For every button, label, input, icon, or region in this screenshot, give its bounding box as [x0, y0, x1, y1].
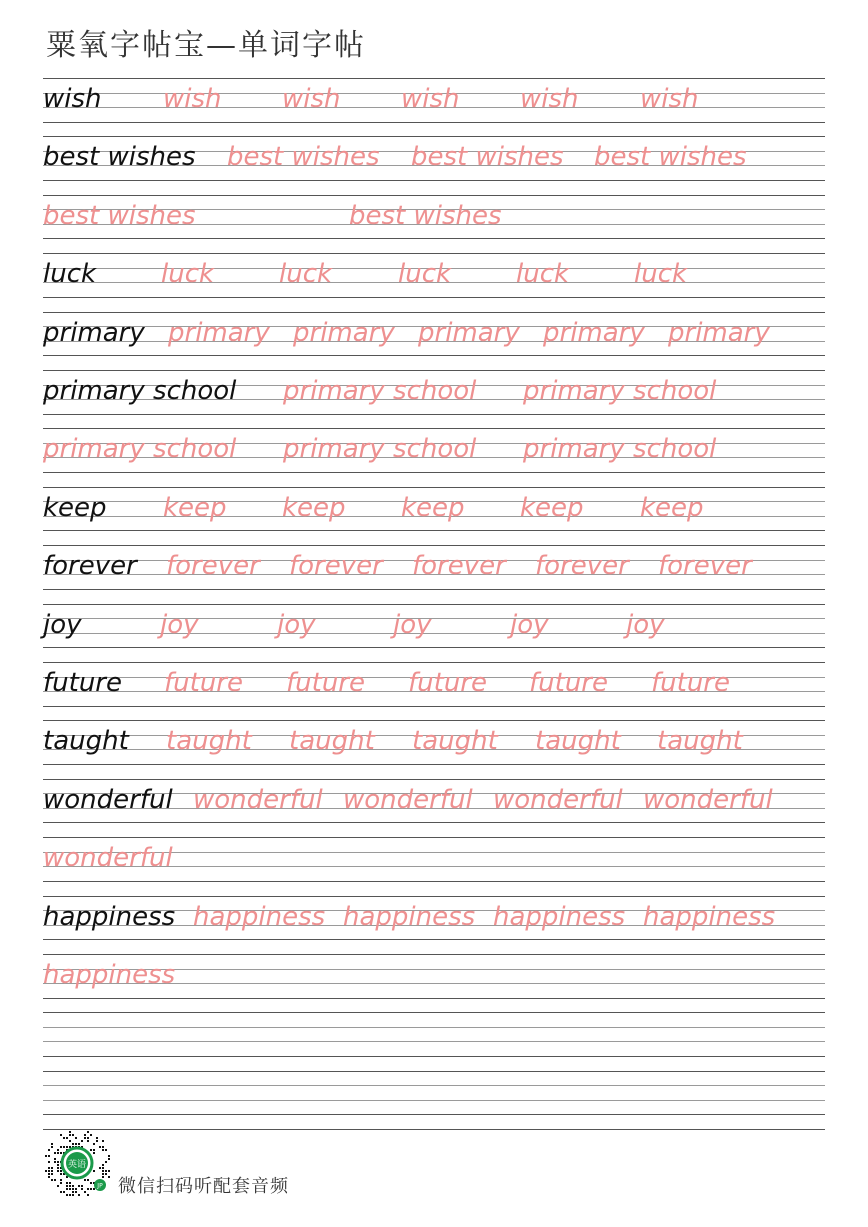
qr-dot	[51, 1173, 53, 1175]
trace-word: primary school	[43, 434, 237, 465]
model-word: joy	[43, 609, 82, 640]
trace-word: future	[651, 668, 730, 698]
trace-word: wish	[640, 84, 699, 114]
ruled-line	[43, 1114, 825, 1115]
qr-dot	[87, 1140, 89, 1142]
trace-word: future	[529, 668, 608, 698]
qr-dot	[48, 1170, 50, 1172]
trace-word: taught	[166, 726, 252, 757]
trace-word: joy	[160, 609, 199, 640]
ruled-line	[43, 604, 825, 605]
qr-dot	[57, 1149, 59, 1151]
qr-dot	[87, 1188, 89, 1190]
qr-dot	[93, 1170, 95, 1172]
trace-word: primary	[668, 317, 770, 348]
qr-dot	[93, 1188, 95, 1190]
qr-dot	[66, 1146, 68, 1148]
trace-word: joy	[393, 609, 432, 640]
model-word: best wishes	[43, 142, 196, 173]
trace-word: future	[164, 668, 243, 698]
trace-word: best wishes	[411, 142, 564, 173]
ruled-line	[43, 589, 825, 590]
qr-dot	[45, 1170, 47, 1172]
ruled-line	[43, 1071, 825, 1072]
trace-word: taught	[289, 726, 375, 757]
trace-word: keep	[282, 492, 346, 523]
qr-dot	[57, 1164, 59, 1166]
trace-word: best wishes	[43, 200, 196, 231]
qr-dot	[99, 1167, 101, 1169]
footer-caption: 微信扫码听配套音频	[118, 1176, 289, 1197]
qr-dot	[66, 1185, 68, 1187]
trace-word: wonderful	[193, 784, 323, 815]
ruled-line	[43, 122, 825, 123]
qr-dot	[108, 1176, 110, 1178]
trace-word: luck	[279, 259, 333, 290]
ruled-line	[43, 998, 825, 999]
ruled-line	[43, 545, 825, 546]
qr-dot	[90, 1134, 92, 1136]
ruled-line	[43, 954, 825, 955]
trace-word: luck	[634, 259, 688, 290]
trace-word: joy	[626, 609, 665, 640]
trace-word: luck	[398, 259, 452, 290]
trace-word: future	[408, 668, 487, 698]
qr-dot	[54, 1179, 56, 1181]
qr-dot	[87, 1179, 89, 1181]
ruled-line	[43, 487, 825, 488]
qr-dot	[105, 1173, 107, 1175]
trace-word: taught	[535, 726, 621, 757]
qr-dot	[84, 1179, 86, 1181]
qr-dot	[69, 1194, 71, 1196]
writing-sheet	[43, 0, 825, 1227]
trace-word: wish	[401, 84, 460, 114]
trace-word: luck	[161, 259, 215, 290]
qr-dot	[105, 1161, 107, 1163]
trace-word: happiness	[493, 901, 626, 932]
qr-dot	[69, 1185, 71, 1187]
ruled-line	[43, 881, 825, 882]
trace-word: taught	[412, 726, 498, 757]
trace-word: primary	[418, 317, 520, 348]
ruled-line	[43, 896, 825, 897]
model-word: forever	[43, 551, 137, 582]
qr-dot	[48, 1161, 50, 1163]
ruled-line	[43, 428, 825, 429]
qr-dot	[102, 1149, 104, 1151]
qr-dot	[75, 1188, 77, 1190]
trace-word: primary	[543, 317, 645, 348]
trace-word: happiness	[43, 960, 176, 990]
ruled-line	[43, 1100, 825, 1101]
qr-dot	[75, 1191, 77, 1193]
qr-dot	[51, 1170, 53, 1172]
trace-word: joy	[277, 609, 316, 640]
qr-dot	[84, 1137, 86, 1139]
qr-dot	[69, 1182, 71, 1184]
qr-dot	[78, 1185, 80, 1187]
qr-dot	[72, 1191, 74, 1193]
ruled-line	[43, 706, 825, 707]
trace-word: wish	[163, 84, 222, 114]
trace-word: happiness	[193, 901, 326, 932]
qr-dot	[102, 1173, 104, 1175]
ruled-line	[43, 78, 825, 79]
qr-dot	[45, 1155, 47, 1157]
trace-word: forever	[166, 551, 260, 582]
qr-dot	[60, 1182, 62, 1184]
qr-dot	[60, 1146, 62, 1148]
ruled-line	[43, 530, 825, 531]
model-word: primary	[43, 317, 145, 348]
trace-word: luck	[516, 259, 570, 290]
qr-dot	[54, 1161, 56, 1163]
model-word: happiness	[43, 901, 176, 932]
ruled-line	[43, 472, 825, 473]
trace-word: happiness	[643, 901, 776, 932]
trace-word: taught	[657, 726, 743, 757]
qr-dot	[105, 1149, 107, 1151]
qr-dot	[51, 1143, 53, 1145]
qr-dot	[93, 1143, 95, 1145]
trace-word: primary school	[283, 376, 477, 406]
ruled-line	[43, 1041, 825, 1042]
qr-dot	[72, 1143, 74, 1145]
qr-dot	[90, 1149, 92, 1151]
qr-dot	[87, 1194, 89, 1196]
trace-word: wonderful	[493, 784, 623, 815]
trace-word: happiness	[343, 901, 476, 932]
qr-dot	[57, 1167, 59, 1169]
trace-word: best wishes	[594, 142, 747, 173]
ruled-line	[43, 764, 825, 765]
qr-badge-label: 英语	[67, 1160, 87, 1170]
qr-dot	[102, 1140, 104, 1142]
qr-dot	[72, 1188, 74, 1190]
qr-dot	[72, 1185, 74, 1187]
qr-dot	[60, 1152, 62, 1154]
ruled-line	[43, 1056, 825, 1057]
qr-dot	[102, 1164, 104, 1166]
trace-word: wonderful	[343, 784, 473, 815]
ruled-line	[43, 647, 825, 648]
qr-dot	[78, 1143, 80, 1145]
qr-corner-label: JP	[97, 1182, 103, 1190]
qr-dot	[108, 1158, 110, 1160]
qr-dot	[57, 1170, 59, 1172]
qr-dot	[60, 1173, 62, 1175]
qr-dot	[66, 1194, 68, 1196]
qr-dot	[72, 1134, 74, 1136]
ruled-line	[43, 662, 825, 663]
qr-dot	[54, 1158, 56, 1160]
qr-dot	[69, 1140, 71, 1142]
qr-dot	[84, 1134, 86, 1136]
qr-dot	[48, 1167, 50, 1169]
qr-code[interactable]	[42, 1128, 112, 1198]
qr-dot	[69, 1134, 71, 1136]
qr-dot	[51, 1146, 53, 1148]
trace-word: primary	[293, 317, 395, 348]
qr-dot	[51, 1179, 53, 1181]
qr-dot	[102, 1146, 104, 1148]
ruled-line	[43, 136, 825, 137]
trace-word: wonderful	[43, 843, 173, 874]
model-word: wish	[43, 84, 102, 114]
trace-word: keep	[640, 492, 704, 523]
trace-word: best wishes	[227, 142, 380, 173]
ruled-line	[43, 355, 825, 356]
qr-dot	[48, 1155, 50, 1157]
model-word: wonderful	[43, 784, 173, 815]
qr-dot	[93, 1149, 95, 1151]
qr-dot	[69, 1131, 71, 1133]
ruled-line	[43, 312, 825, 313]
trace-word: future	[286, 668, 365, 698]
qr-dot	[108, 1155, 110, 1157]
qr-dot	[60, 1170, 62, 1172]
qr-dot	[63, 1137, 65, 1139]
qr-dot	[90, 1182, 92, 1184]
qr-dot	[96, 1140, 98, 1142]
trace-word: forever	[289, 551, 383, 582]
trace-word: keep	[520, 492, 584, 523]
ruled-line	[43, 837, 825, 838]
trace-word: wish	[282, 84, 341, 114]
ruled-line	[43, 779, 825, 780]
trace-word: forever	[535, 551, 629, 582]
page-title: 粟氧字帖宝—单词字帖	[46, 28, 366, 63]
qr-dot	[54, 1152, 56, 1154]
model-word: luck	[43, 259, 97, 290]
qr-dot	[57, 1185, 59, 1187]
qr-dot	[72, 1194, 74, 1196]
qr-dot	[63, 1191, 65, 1193]
qr-dot	[66, 1188, 68, 1190]
qr-dot	[90, 1188, 92, 1190]
qr-dot	[102, 1167, 104, 1169]
ruled-line	[43, 939, 825, 940]
qr-dot	[84, 1191, 86, 1193]
ruled-line	[43, 370, 825, 371]
qr-dot	[81, 1185, 83, 1187]
qr-dot	[69, 1188, 71, 1190]
qr-dot	[81, 1140, 83, 1142]
qr-dot	[87, 1137, 89, 1139]
trace-word: keep	[401, 492, 465, 523]
ruled-line	[43, 253, 825, 254]
qr-dot	[57, 1152, 59, 1154]
model-word: taught	[43, 726, 129, 757]
trace-word: keep	[163, 492, 227, 523]
qr-dot	[63, 1146, 65, 1148]
qr-dot	[78, 1194, 80, 1196]
qr-dot	[51, 1167, 53, 1169]
qr-dot	[75, 1143, 77, 1145]
qr-dot	[99, 1146, 101, 1148]
ruled-line	[43, 414, 825, 415]
ruled-line	[43, 720, 825, 721]
qr-dot	[48, 1149, 50, 1151]
trace-word: best wishes	[349, 200, 502, 231]
model-word: keep	[43, 492, 107, 523]
trace-word: forever	[412, 551, 506, 582]
qr-dot	[57, 1161, 59, 1163]
qr-dot	[69, 1146, 71, 1148]
trace-word: forever	[658, 551, 752, 582]
ruled-line	[43, 1012, 825, 1013]
model-word: primary school	[43, 376, 237, 406]
trace-word: joy	[510, 609, 549, 640]
ruled-line	[43, 1129, 825, 1130]
trace-word: wish	[520, 84, 579, 114]
qr-dot	[87, 1131, 89, 1133]
qr-dot	[48, 1173, 50, 1175]
ruled-line	[43, 1085, 825, 1086]
trace-word: primary school	[523, 376, 717, 406]
trace-word: primary school	[283, 434, 477, 465]
ruled-line	[43, 297, 825, 298]
qr-dot	[60, 1179, 62, 1181]
qr-dot	[102, 1176, 104, 1178]
ruled-line	[43, 195, 825, 196]
qr-dot	[48, 1176, 50, 1178]
ruled-line	[43, 1027, 825, 1028]
ruled-line	[43, 180, 825, 181]
qr-dot	[75, 1137, 77, 1139]
qr-dot	[93, 1152, 95, 1154]
qr-dot	[105, 1170, 107, 1172]
trace-word: primary school	[523, 434, 717, 465]
qr-dot	[66, 1182, 68, 1184]
qr-dot	[102, 1170, 104, 1172]
trace-word: wonderful	[643, 784, 773, 815]
trace-word: primary	[168, 317, 270, 348]
qr-dot	[66, 1137, 68, 1139]
qr-dot	[60, 1191, 62, 1193]
qr-dot	[60, 1134, 62, 1136]
qr-dot	[96, 1137, 98, 1139]
model-word: future	[43, 668, 122, 698]
ruled-line	[43, 238, 825, 239]
ruled-line	[43, 822, 825, 823]
qr-dot	[81, 1188, 83, 1190]
qr-dot	[108, 1170, 110, 1172]
